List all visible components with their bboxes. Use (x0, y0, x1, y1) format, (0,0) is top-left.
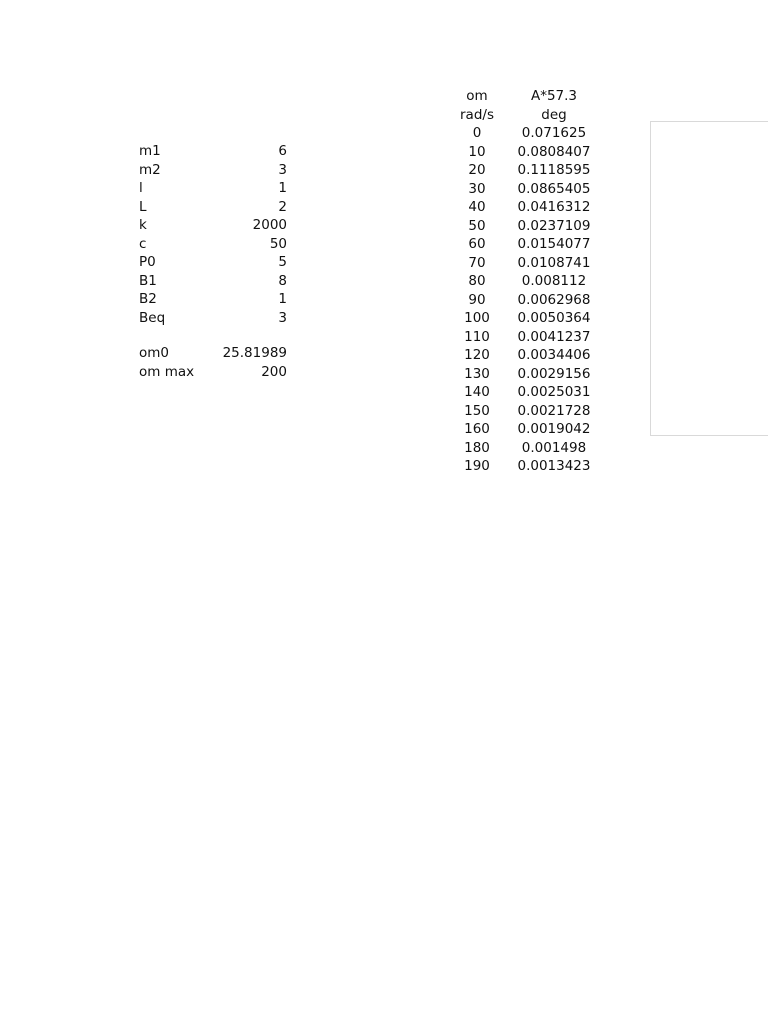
param-name: m2 (139, 161, 161, 178)
param-name: L (139, 198, 147, 215)
param-value: 1 (278, 291, 287, 307)
cell-om: 0 (472, 125, 482, 141)
param-row-p0 (139, 253, 287, 272)
table-row (446, 402, 600, 421)
param-name: B2 (139, 291, 157, 307)
cell-om: 60 (468, 236, 486, 252)
param-row-b2 (139, 290, 287, 309)
cell-amplitude: 0.008112 (521, 273, 587, 289)
parameter-list (139, 142, 287, 381)
param-value: 2000 (252, 217, 287, 233)
table-row (446, 198, 600, 217)
cell-amplitude: 0.0808407 (517, 143, 591, 160)
table-row (446, 439, 600, 458)
chart-frame[interactable] (650, 121, 768, 436)
table-row (446, 365, 600, 384)
param-value: 3 (278, 161, 287, 178)
param-name: l (139, 180, 143, 196)
cell-amplitude: 0.0237109 (517, 217, 591, 234)
cell-amplitude: 0.0865405 (517, 180, 591, 197)
derived-row-om0 (139, 344, 287, 363)
unit-om: rad/s (460, 106, 494, 123)
table-row (446, 235, 600, 254)
header-om: om (466, 88, 488, 104)
cell-om: 160 (464, 421, 490, 437)
table-row (446, 309, 600, 328)
cell-om: 150 (464, 402, 490, 419)
cell-om: 80 (468, 273, 486, 289)
cell-amplitude: 0.0108741 (517, 254, 591, 271)
param-value: 3 (278, 309, 287, 326)
cell-om: 30 (468, 180, 486, 197)
cell-amplitude: 0.0062968 (517, 291, 591, 308)
cell-amplitude: 0.0029156 (517, 365, 591, 382)
cell-om: 130 (464, 365, 490, 382)
table-row (446, 457, 600, 476)
cell-amplitude: 0.0025031 (517, 384, 591, 400)
table-row (446, 291, 600, 310)
cell-om: 20 (468, 162, 486, 178)
param-name: k (139, 217, 147, 233)
table-row (446, 254, 600, 273)
cell-amplitude: 0.0021728 (517, 402, 591, 419)
table-row (446, 180, 600, 199)
cell-om: 40 (468, 199, 486, 215)
cell-amplitude: 0.001498 (521, 439, 587, 456)
cell-om: 90 (468, 291, 486, 308)
param-name: Beq (139, 309, 166, 326)
param-value: 1 (278, 180, 287, 196)
table-row (446, 272, 600, 291)
param-name: m1 (139, 143, 161, 159)
table-row (446, 161, 600, 180)
cell-amplitude: 0.0034406 (517, 347, 591, 363)
param-row-c (139, 235, 287, 254)
param-value: 50 (269, 235, 287, 252)
param-value: 6 (278, 143, 287, 159)
table-row (446, 328, 600, 347)
table-header-row (446, 87, 600, 106)
cell-om: 190 (464, 458, 490, 474)
derived-value: 200 (261, 363, 287, 380)
results-table (446, 87, 600, 476)
table-row (446, 143, 600, 162)
cell-amplitude: 0.0154077 (517, 236, 591, 252)
cell-amplitude: 0.0041237 (517, 328, 591, 345)
cell-om: 120 (464, 347, 490, 363)
table-row (446, 383, 600, 402)
cell-amplitude: 0.0019042 (517, 421, 591, 437)
param-spacer (139, 327, 287, 344)
param-value: 8 (278, 272, 287, 289)
table-units-row (446, 106, 600, 125)
param-name: P0 (139, 254, 156, 270)
param-row-m1 (139, 142, 287, 161)
derived-value: 25.81989 (222, 345, 287, 361)
table-row (446, 124, 600, 143)
cell-om: 50 (468, 217, 486, 234)
derived-name: om0 (139, 345, 169, 361)
param-row-b1 (139, 272, 287, 291)
table-row (446, 420, 600, 439)
cell-om: 10 (468, 143, 486, 160)
table-row (446, 346, 600, 365)
cell-amplitude: 0.0416312 (517, 199, 591, 215)
param-row-beq (139, 309, 287, 328)
derived-row-om-max (139, 363, 287, 382)
cell-om: 70 (468, 254, 486, 271)
param-name: B1 (139, 272, 157, 289)
param-row-L (139, 198, 287, 217)
param-row-k (139, 216, 287, 235)
param-name: c (139, 235, 147, 252)
param-row-m2 (139, 161, 287, 180)
param-value: 5 (278, 254, 287, 270)
cell-amplitude: 0.0013423 (517, 458, 591, 474)
cell-om: 110 (464, 328, 490, 345)
table-body (446, 124, 600, 476)
header-amplitude: A*57.3 (530, 88, 578, 104)
param-row-l (139, 179, 287, 198)
cell-amplitude: 0.0050364 (517, 310, 591, 326)
param-value: 2 (278, 198, 287, 215)
cell-amplitude: 0.071625 (521, 125, 587, 141)
cell-om: 100 (464, 310, 490, 326)
derived-name: om max (139, 363, 195, 380)
cell-om: 140 (464, 384, 490, 400)
cell-om: 180 (464, 439, 490, 456)
unit-amplitude: deg (541, 106, 567, 123)
table-row (446, 217, 600, 236)
cell-amplitude: 0.1118595 (517, 162, 591, 178)
